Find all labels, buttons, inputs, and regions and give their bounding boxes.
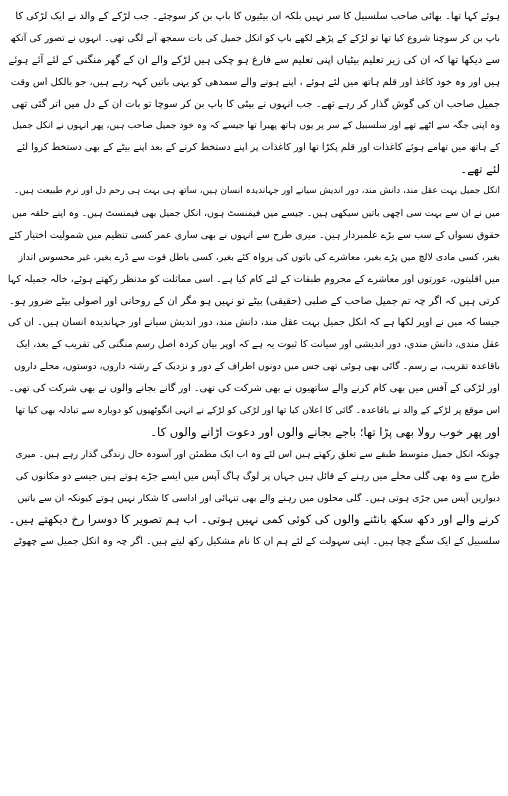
text-line: سلسبیل کے ایک سگے چچا ہیں۔ اپنی سہولت کے لئے ہم ان کا نام مشکیل رکھ لیتے ہیں۔ اگر چہ وہ انکل جمیل سے چھوٹے <box>13 536 500 548</box>
text-line: جمیل صاحب ان کی گوش گذار کر رہے تھے۔ جب انہوں نے بیٹی کا باپ بن کر سوچا تو بات ان کے دل میں اتر گئی تھی <box>11 98 500 110</box>
text-line: بغیر، کسی مادی لالچ میں پڑے بغیر، معاشرے کی باتوں کی پرواہ کئے بغیر، کسی باطل قوت سے ڈرے بغیر، غیر محسوس انداز <box>18 251 500 263</box>
text-line: کے ہاتھ میں تھامے ہوئے کاغذات اور قلم پکڑا تھا اور کاغذات پر اپنے دستخط کرنے کے بعد اپنے بیٹے کے بھی دستخط کروا لئے <box>16 142 500 154</box>
text-line: میں اقلیتوں، عورتوں اور معاشرے کے محروم طبقات کے لئے کام کیا ہے۔ اسی مماثلت کو مدنظر رکھتے ہوئے، خالہ جمیلہ کہا <box>8 273 500 285</box>
text-line: جیسا کہ میں نے اوپر لکھا ہے کہ انکل جمیل بہت عقل مند، دانش مند، دور اندیش سیانے اور جہاندیدہ انسان ہیں۔ ان کی <box>8 317 500 329</box>
text-line: میں نے ان سے بہت سی اچھی باتیں سیکھی ہیں۔ جیسے میں فیمنسٹ ہوں، انکل جمیل بھی فیمنسٹ ہیں۔ وہ اپنے حلقہ میں <box>12 208 500 220</box>
text-line: چونکہ انکل جمیل متوسط طبقے سے تعلق رکھتے ہیں اس لئے وہ اب ایک مطمئن اور آسودہ حال زندگی گذار رہے ہیں۔ میری <box>15 448 500 460</box>
text-line: دیواریں آپس میں جڑی ہوتی ہیں۔ گلی محلوں میں رہنے والے بھی تنہائی اور اداسی کا شکار نہیں ہوتے کیونکہ ان سے باتیں <box>17 492 500 504</box>
paragraph-uncle-jameel <box>8 181 500 312</box>
paragraph-intro-continuation <box>8 6 500 181</box>
text-line: عقل مندی، دانش مندی، دور اندیشی اور سیانت کا ثبوت یہ ہے کہ اوپر بیان کردہ اصل رسم منگنی کی تقریب کے بعد، ایک <box>16 339 500 351</box>
text-line: سے دیکھا تھا کہ ان کی زیر تعلیم بیٹیاں اپنی تعلیم سے فارغ ہو چکی ہیں لڑکے والے ان کے گھر منگنی کے لئے آئے ہوئے <box>8 54 500 66</box>
paragraph-uncle-intro <box>8 531 500 553</box>
paragraph-neighborhood-life <box>8 444 500 532</box>
text-line: انکل جمیل بہت عقل مند، دانش مند، دور اندیش سیانے اور جہاندیدہ انسان ہیں، ساتھ ہی بہت ہی رحم دل اور نرم طبیعت ہیں۔ <box>13 186 500 197</box>
text-line: کرنے والے اور دکھ سکھ بانٹنے والوں کی کوئی کمی نہیں ہوتی۔ اب ہم تصویر کا دوسرا رخ دیکھتے ہیں۔ <box>8 512 500 527</box>
paragraph-engagement-ceremony <box>8 312 500 443</box>
text-line: باپ بن کر سوچنا شروع کیا تھا تو لڑکے کے پڑھے لکھے باپ کو انکل جمیل کی بات سمجھ آنے لگی تھی۔ انہوں نے تصور کی آنکھ <box>10 32 500 44</box>
text-line: اور لڑکی کے آفس میں بھی کام کرنے والے ساتھیوں نے بھی شرکت کی تھی۔ اور گانے بجانے والوں نے بھی شرکت کی تھی۔ <box>8 383 500 395</box>
text-line: اور پھر خوب رولا بھی پڑا تھا؛ باجے بجانے والوں اور دعوت اڑانے والوں کا۔ <box>150 424 500 439</box>
text-line: لئے تھے۔ <box>460 162 500 177</box>
text-line: اس موقع پر لڑکے کے والد نے باقاعدہ۔ گائی کا اعلان کیا تھا اور لڑکی کو لڑکے نے انہی انگوٹھیوں کو دوبارہ سے تبادلہ بھی کیا تھا <box>15 405 500 417</box>
text-line: طرح سے وہ بھی گلی محلے میں رہنے کے قائل ہیں جہاں پر لوگ ہاگ آپس میں ایسے جڑے ہوتے ہیں جیسے دو مکانوں کی <box>15 470 500 482</box>
text-line: کرتی ہیں کہ اگر چہ تم جمیل صاحب کے صلبی (حقیقی) بیٹے تو نہیں ہو مگر ان کے روحانی اور اصولی بیٹے ضرور ہو۔ <box>8 295 500 307</box>
text-line: ہوئے کہا تھا۔ بھائی صاحب سلسبیل کا سر نہیں بلکہ ان بیٹیوں کا باپ بن کر سوچئے۔ جب لڑکے کے والد نے ایک لڑکی کا <box>15 11 500 22</box>
text-line: باقاعدہ تقریب، بے رسم۔ گائی بھی ہوئی تھی جس میں دونوں اطراف کے دور و نزدیک کے رشتہ داروں، دوستوں، محلے داروں <box>14 361 500 373</box>
text-line: وہ اپنی جگہ سے اٹھے تھے اور سلسبیل کے سر پر یوں ہاتھ پھیرا تھا جیسے کہ وہ خود جمیل صاحب ہیں، پھر انہوں نے انکل جمیل <box>12 120 500 132</box>
text-line: حقوق نسواں کے سب سے بڑے علمبردار ہیں۔ میری طرح سے انہوں نے بھی ساری عمر کسی تنظیم میں شمولیت اختیار کئے <box>8 229 500 241</box>
text-line: ہیں اور وہ خود کاغذ اور قلم ہاتھ میں لئے ہوئے ، اپنے ہونے والے سمدھی کو یہی باتیں کہہ رہے ہیں، جو بالکل اس وقت <box>10 76 500 88</box>
